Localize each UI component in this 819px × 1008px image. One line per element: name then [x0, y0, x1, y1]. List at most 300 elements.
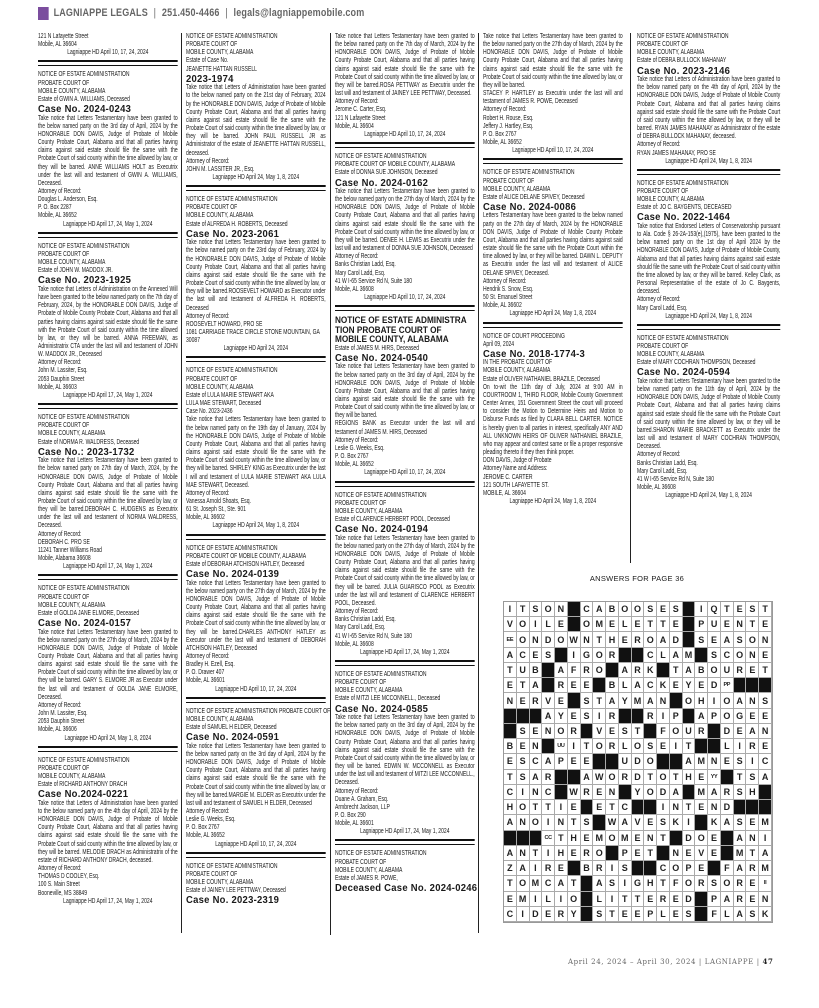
- crossword-cell: R: [581, 846, 594, 861]
- legal-notice: [483, 31, 623, 156]
- notice-body: REGIONS BANK as Executor under the last will and testament of JAMES M. HIRS, Deceased: [335, 420, 475, 436]
- crossword-cell: M: [683, 648, 696, 663]
- column-divider: [330, 33, 331, 935]
- notice-line: Mobile, AL 36652: [38, 212, 77, 220]
- notice-line: NOTICE OF ESTATE ADMINISTRATION: [38, 756, 130, 764]
- crossword-cell: W: [593, 770, 606, 785]
- black-square: [683, 709, 696, 724]
- black-square: [581, 892, 594, 907]
- crossword-cell: T: [721, 602, 734, 617]
- crossword-cell: N: [734, 617, 747, 632]
- crossword-cell: S: [734, 632, 747, 647]
- notice-line: Attorney of Record:: [637, 296, 681, 304]
- crossword-cell: P: [670, 709, 683, 724]
- crossword-cell: E: [568, 709, 581, 724]
- notice-line: MOBILE COUNTY, ALABAMA: [335, 687, 403, 695]
- crossword-cell: T: [746, 617, 759, 632]
- black-square: [619, 709, 632, 724]
- footer-separator: |: [698, 958, 702, 966]
- crossword-cell: C: [644, 678, 657, 693]
- black-square: [683, 617, 696, 632]
- crossword-cell: E: [644, 815, 657, 830]
- publication-run: Lagniappe HD April 17, 24, May 1, 2024: [63, 897, 153, 905]
- crossword-cell: O: [695, 831, 708, 846]
- notice-divider: [335, 660, 475, 666]
- crossword-cell: E: [670, 907, 683, 922]
- notice-line: Attorney of Record:: [186, 652, 230, 660]
- notice-line: ROOSEVELT HOWARD, PRO SE: [186, 320, 263, 328]
- crossword-cell: B: [606, 678, 619, 693]
- crossword-cell: O: [746, 632, 759, 647]
- crossword-cell: R: [632, 632, 645, 647]
- notice-line: MOBILE COUNTY, ALABAMA: [186, 879, 254, 887]
- crossword-cell: M: [734, 846, 747, 861]
- notice-line: MOBILE COUNTY, ALABAMA: [637, 49, 705, 57]
- crossword-cell: N: [759, 892, 772, 907]
- crossword-cell: I: [606, 892, 619, 907]
- crossword-cell: A: [734, 693, 747, 708]
- crossword-cell: I: [606, 861, 619, 876]
- publication-run: Lagniappe HD April 24, May 1, 8, 2024: [509, 310, 597, 318]
- black-square: [632, 709, 645, 724]
- crossword-cell: U: [721, 663, 734, 678]
- crossword-cell: A: [504, 648, 517, 663]
- crossword-cell: O: [632, 602, 645, 617]
- crossword-cell: E: [759, 739, 772, 754]
- page-header: [38, 6, 364, 20]
- crossword-cell: R: [746, 861, 759, 876]
- crossword-cell: R: [542, 770, 555, 785]
- legal-notice: [186, 365, 326, 531]
- notice-line: NOTICE OF ESTATE ADMINISTRATION: [335, 671, 427, 678]
- crossword-cell: E: [746, 709, 759, 724]
- notice-line: PROBATE COURT OF: [637, 343, 689, 350]
- publication-run: Lagniappe HD April 24, May 1, 8, 2024: [212, 522, 300, 530]
- crossword-cell: I: [504, 602, 517, 617]
- crossword-cell: L: [657, 648, 670, 663]
- case-number: Case No. 2023-2146: [637, 64, 731, 77]
- crossword-cell: E: [593, 785, 606, 800]
- column-divider: [478, 33, 479, 933]
- crossword-cell: I: [568, 648, 581, 663]
- crossword-cell: I: [530, 617, 543, 632]
- notice-line: NOTICE OF ESTATE ADMINISTRATION: [186, 367, 278, 375]
- crossword-cell: V: [504, 617, 517, 632]
- publication-run: Lagniappe HD April 10, 17, 24, 2024: [512, 147, 594, 155]
- notice-line: John M. Lassiter, Esq.: [38, 710, 88, 718]
- notice-line: PROBATE COURT OF: [483, 177, 535, 185]
- crossword-cell: O: [670, 724, 683, 739]
- crossword-cell: E: [683, 846, 696, 861]
- legal-notice: [186, 31, 326, 183]
- crossword-cell: N: [530, 739, 543, 754]
- notice-line: Attorney of Record:: [483, 106, 527, 114]
- crossword-cell: PP: [721, 678, 734, 693]
- crossword-cell: D: [683, 892, 696, 907]
- publication-run: Lagniappe HD April 17, 24, May 1, 2024: [360, 828, 450, 836]
- notice-line: 121 N Lafayette Street: [38, 33, 89, 40]
- crossword-cell: A: [530, 770, 543, 785]
- notice-line: Case No. 2023-2436: [186, 408, 233, 416]
- notice-line: P. O. Box 2767: [186, 824, 220, 832]
- notice-divider: [186, 534, 326, 540]
- crossword-cell: L: [542, 617, 555, 632]
- crossword-cell: A: [542, 754, 555, 769]
- crossword-cell: O: [581, 617, 594, 632]
- case-number: Case No. 2024-0157: [38, 617, 132, 630]
- notice-line: Estate of LULA MARIE STEWART AKA: [186, 391, 274, 399]
- crossword-cell: S: [708, 876, 721, 891]
- notice-line: Mobile, AL 36601: [335, 820, 374, 828]
- crossword-cell: S: [708, 648, 721, 663]
- crossword-cell: Y: [683, 678, 696, 693]
- crossword-cell: T: [542, 800, 555, 815]
- notice-line: 2053 Dauphin Street: [38, 375, 85, 383]
- notice-divider: [637, 169, 780, 175]
- crossword-cell: II: [759, 876, 772, 891]
- crossword-cell: T: [644, 770, 657, 785]
- notice-line: Mary Carol Ladd, Esq.: [637, 304, 688, 312]
- notice-line: Estate of DONNA SUE JOHNSON, Deceased: [335, 169, 438, 177]
- legal-notice: [483, 167, 623, 319]
- crossword-cell: A: [721, 815, 734, 830]
- notice-line: Mobile, AL 36602: [186, 514, 225, 522]
- black-square: [657, 846, 670, 861]
- crossword-cell: O: [734, 648, 747, 663]
- crossword-cell: D: [683, 831, 696, 846]
- crossword-cell: S: [759, 693, 772, 708]
- crossword-cell: Q: [708, 602, 721, 617]
- notice-line: Bradley H. Ezell, Esq.: [186, 661, 235, 669]
- crossword-cell: S: [695, 632, 708, 647]
- black-square: [606, 663, 619, 678]
- crossword-cell: T: [593, 693, 606, 708]
- crossword-cell: E: [619, 907, 632, 922]
- black-square: [517, 831, 530, 846]
- black-square: [517, 709, 530, 724]
- black-square: [759, 785, 772, 800]
- crossword-cell: E: [746, 815, 759, 830]
- crossword-cell: Y: [568, 907, 581, 922]
- crossword-cell: E: [542, 907, 555, 922]
- black-square: [504, 709, 517, 724]
- case-number: Case No. 2024-0591: [186, 731, 280, 744]
- legal-notice: [186, 706, 331, 850]
- crossword-cell: A: [504, 815, 517, 830]
- crossword-cell: N: [606, 785, 619, 800]
- crossword-cell: N: [530, 785, 543, 800]
- crossword-cell: L: [657, 907, 670, 922]
- crossword-cell: V: [542, 693, 555, 708]
- crossword-cell: E: [657, 739, 670, 754]
- crossword-cell: M: [632, 693, 645, 708]
- notice-line: 50 St. Emanuel Street: [483, 294, 533, 302]
- notice-line: 41 W I-65 Service Rd N, Suite 180: [637, 475, 715, 483]
- crossword-answer-grid: [503, 601, 773, 923]
- black-square: [721, 846, 734, 861]
- crossword-cell: O: [517, 617, 530, 632]
- crossword-cell: R: [581, 785, 594, 800]
- crossword-cell: O: [657, 770, 670, 785]
- notice-line: Banks Christian Ladd, Esq.: [335, 616, 396, 624]
- notice-body: STACEY P. HARTLEY as Executrix under the last will and testament of JAMES R. POWE, Deceased: [483, 90, 623, 106]
- crossword-cell: I: [683, 815, 696, 830]
- legal-notice: [38, 31, 178, 58]
- notice-line: Mobile, Alabama 36608: [38, 555, 91, 563]
- crossword-cell: E: [695, 800, 708, 815]
- notice-line: NOTICE OF ESTATE ADMINISTRATION: [637, 179, 729, 187]
- notice-line: Attorney of Record:: [335, 253, 379, 261]
- black-square: [721, 831, 734, 846]
- notice-divider: [186, 852, 326, 858]
- crossword-cell: O: [593, 663, 606, 678]
- case-number: Case No. 2024-0594: [637, 366, 731, 379]
- notice-line: NOTICE OF ESTATE ADMINISTRATION: [637, 33, 729, 40]
- crossword-cell: O: [555, 632, 568, 647]
- notice-line: PROBATE COURT OF: [186, 375, 238, 383]
- crossword-cell: A: [619, 663, 632, 678]
- notice-divider: [38, 403, 178, 409]
- crossword-cell: T: [504, 770, 517, 785]
- crossword-cell: O: [721, 693, 734, 708]
- crossword-cell: D: [542, 632, 555, 647]
- notice-line: Estate of CLARENCE HERBERT POOL, Deceased: [335, 516, 450, 523]
- crossword-cell: M: [619, 831, 632, 846]
- crossword-cell: C: [517, 648, 530, 663]
- legal-notice: [38, 69, 178, 229]
- crossword-cell: O: [593, 648, 606, 663]
- notice-line: MOBILE, AL 36604: [483, 489, 526, 497]
- crossword-cell: N: [746, 693, 759, 708]
- crossword-cell: T: [734, 770, 747, 785]
- crossword-cell: A: [555, 663, 568, 678]
- legal-notice: [186, 194, 326, 354]
- crossword-cell: M: [695, 785, 708, 800]
- notice-divider: [637, 324, 780, 330]
- case-number: Case No.2024-0221: [38, 788, 129, 801]
- notice-line: PROBATE COURT OF: [186, 204, 238, 212]
- crossword-cell: E: [606, 724, 619, 739]
- case-number: Case No. 2024-0585: [335, 702, 429, 715]
- crossword-cell: R: [644, 709, 657, 724]
- crossword-cell: M: [759, 815, 772, 830]
- publication-run: Lagniappe HD April 24, 2024: [223, 345, 289, 353]
- notice-line: Mobile, AL 36652: [483, 139, 522, 147]
- notice-line: Hendrik S. Snow, Esq.: [483, 285, 534, 293]
- crossword-cell: P: [555, 754, 568, 769]
- crossword-cell: W: [606, 815, 619, 830]
- notice-line: PROBATE COURT OF: [335, 499, 387, 507]
- crossword-cell: K: [644, 663, 657, 678]
- crossword-cell: M: [593, 617, 606, 632]
- crossword-cell: E: [632, 907, 645, 922]
- notice-line: MOBILE COUNTY, ALABAMA: [38, 430, 106, 438]
- section-title: LAGNIAPPE LEGALS: [53, 7, 148, 19]
- black-square: [708, 739, 721, 754]
- black-square: [619, 785, 632, 800]
- crossword-cell: A: [517, 861, 530, 876]
- crossword-cell: E: [695, 678, 708, 693]
- crossword-cell: O: [644, 785, 657, 800]
- notice-line: NOTICE OF ESTATE ADMINISTRATION: [38, 71, 130, 79]
- crossword-cell: I: [542, 815, 555, 830]
- black-square: [504, 724, 517, 739]
- publication-run: Lagniappe HD April 10, 17, 24, 2024: [364, 469, 446, 477]
- crossword-cell: S: [517, 770, 530, 785]
- crossword-cell: C: [581, 602, 594, 617]
- crossword-cell: S: [530, 602, 543, 617]
- header-phone: 251.450-4466: [161, 7, 220, 19]
- crossword-cell: O: [517, 632, 530, 647]
- notice-line: Estate of: JO C. BAYGENTS, DECEASED: [637, 204, 732, 212]
- notice-line: PROBATE COURT OF: [38, 764, 90, 772]
- crossword-cell: D: [708, 678, 721, 693]
- crossword-cell: E: [517, 739, 530, 754]
- legal-column-5: [637, 31, 780, 501]
- crossword-cell: T: [683, 739, 696, 754]
- crossword-cell: I: [670, 739, 683, 754]
- legal-column-3: [335, 31, 478, 895]
- crossword-cell: E: [555, 861, 568, 876]
- crossword-cell: I: [759, 831, 772, 846]
- crossword-cell: I: [734, 739, 747, 754]
- notice-line: RYAN JAMES MAHANAY, PRO SE: [637, 149, 716, 157]
- notice-line: NOTICE OF ESTATE ADMINISTRATION: [186, 862, 278, 870]
- notice-line: Attorney of Record:: [186, 312, 230, 320]
- crossword-cell: F: [670, 876, 683, 891]
- notice-body: Take notice that Letters Testamentary have been granted to the below named party on the 27th day of March, 2024 by the HONORABLE DON DAVIS, Judge of Probate of Mobile County Probate Court, Alabama and that all parties having claims against said estate should file the same with the Probate Court of said county within the time allowed by law, or they will be barred.CHARLES ANTHONY HATLEY as Executor under the last will and testament of DEBORAH ATCHISON HATLEY, Deceased: [186, 579, 326, 652]
- crossword-cell: E: [632, 846, 645, 861]
- notice-body: Take notice that Letters Testamentary have been granted to the below named party on the 3rd day of April, 2024 by the HONORABLE DON DAVIS, Judge of Probate of Mobile County Probate Court, Alabama and that all parties having claims against said estate should file the same with the Probate Court of said county within the time allowed by law, or they will be barred.MARGIE M. ELDER as Executrix under the last will and testament of SAMUEL H ELDER, Deceased: [186, 742, 326, 807]
- crossword-cell: I: [542, 846, 555, 861]
- crossword-cell: O: [606, 831, 619, 846]
- notice-divider: [335, 481, 475, 487]
- crossword-cell: N: [657, 693, 670, 708]
- crossword-cell: O: [721, 876, 734, 891]
- notice-line: NOTICE OF ESTATE ADMINISTRATION: [335, 850, 427, 858]
- crossword-cell: D: [657, 785, 670, 800]
- crossword-cell: T: [504, 663, 517, 678]
- notice-line: 100 S. Main Street: [38, 881, 80, 889]
- notice-body: Take notice that Letters Testamentary have been granted to the below named party on the 3rd day of April, 2024 by the HONORABLE DON DAVIS, Judge of Probate of Mobile County Probate Court, Alabama and that all parties having claims against said estate should file the same with the Probate Court of said county within the time allowed by law, or they will be barred. ANNE WILLIAMS HOLT as Executrix under the last will and testament of GWIN A. WILLIAMS, Deceased.: [38, 114, 178, 187]
- notice-line: NOTICE OF ESTATE ADMINISTRATION: [186, 33, 278, 40]
- crossword-cell: N: [670, 800, 683, 815]
- legal-column-1: [38, 31, 178, 907]
- publication-run: Lagniappe HD April 10, 17, 24, 2024: [364, 130, 446, 138]
- notice-line: Estate of JAMES R. POWE,: [335, 874, 398, 882]
- crossword-cell: K: [657, 678, 670, 693]
- black-square: [542, 739, 555, 754]
- crossword-cell: T: [759, 602, 772, 617]
- notice-line: Booneville, MS 38849: [38, 889, 88, 897]
- crossword-cell: K: [670, 815, 683, 830]
- crossword-cell: U: [619, 754, 632, 769]
- crossword-cell: R: [581, 663, 594, 678]
- crossword-cell: P: [708, 892, 721, 907]
- black-square: [734, 800, 747, 815]
- crossword-cell: U: [517, 663, 530, 678]
- crossword-cell: P: [695, 617, 708, 632]
- crossword-cell: H: [695, 693, 708, 708]
- legal-notice: [335, 669, 475, 837]
- notice-line: P. O. Box 2767: [335, 453, 369, 461]
- crossword-cell: A: [530, 678, 543, 693]
- crossword-cell: S: [581, 815, 594, 830]
- notice-line: NOTICE OF ESTATE ADMINISTRATION: [186, 544, 278, 552]
- notice-body: Take notice that Letters Testamentary have been granted to the below named party on the 27th day of March, 2024 by the HONORABLE DON DAVIS, Judge of Probate of Mobile County Probate Court, Alabama and that all parties having claims against said estate should file the same with the Probate Court of said county within the time allowed by law, or they will be barred.: [483, 33, 623, 89]
- header-email[interactable]: legals@lagniappemobile.com: [233, 7, 365, 19]
- crossword-cell: E: [644, 892, 657, 907]
- notice-line: P. O. Box 290: [335, 812, 366, 819]
- crossword-cell: E: [555, 617, 568, 632]
- crossword-cell: L: [721, 739, 734, 754]
- notice-line: MOBILE COUNTY, ALABAMA: [38, 601, 106, 609]
- crossword-cell: A: [504, 846, 517, 861]
- crossword-cell: T: [632, 892, 645, 907]
- black-square: [746, 678, 759, 693]
- crossword-cell: E: [695, 861, 708, 876]
- legal-column-4: [483, 31, 623, 507]
- notice-line: Attorney of Record:: [38, 701, 82, 709]
- black-square: [568, 693, 581, 708]
- crossword-cell: C: [542, 785, 555, 800]
- crossword-cell: S: [734, 754, 747, 769]
- notice-body: Take notice that Letters Testamentary have been granted to the below named party on the 27th day of March, 2024 by the HONORABLE DON DAVIS, Judge of Probate of Mobile County Probate Court, Alabama and that all parties having claims against said estate should file the same with the Probate Court of said county within the time allowed by law, or they will be barred. DENEE H. LEWIS as Executrix under the last will and testament of DONNA SUE JOHNSON, Deceased: [335, 188, 475, 253]
- crossword-cell: E: [517, 693, 530, 708]
- crossword-cell: S: [746, 602, 759, 617]
- crossword-cell: I: [593, 709, 606, 724]
- crossword-cell: M: [530, 876, 543, 891]
- crossword-cell: I: [530, 861, 543, 876]
- notice-divider: [335, 839, 475, 845]
- crossword-cell: L: [619, 678, 632, 693]
- notice-line: Mobile, AL 36602: [483, 302, 522, 310]
- crossword-cell: S: [619, 861, 632, 876]
- footer-separator: |: [756, 958, 760, 966]
- black-square: [746, 800, 759, 815]
- notice-body: Letters Testamentary have been granted to the below named party on the 27th day of March, 2024 by the HONORABLE DON DAVIS, Judge of Probate of Mobile County Probate Court, Alabama and that all parties having claims against said estate should file the same with the Probate Court within the time allowed by law, or they will be barred. DAWN L. DEPUTY as Executrix under the last will and testament of ALICE DELANE SPIVEY, Deceased.: [483, 212, 623, 277]
- crossword-cell: N: [670, 846, 683, 861]
- notice-body: Take notice that Letters Testamentary have been granted to the below named party on the 3rd day of April, 2024 by the HONORABLE DON DAVIS, Judge of Probate of Mobile County Probate Court, Alabama and that all parties having claims against said estate should file the same with the Probate Court of said county within the time allowed by law, or they will be barred. EDWIN W. MCCONNELL as Executor under the last will and testament of MITZI LEE MCCONNELL., Deceased.: [335, 714, 475, 787]
- publication-name: LAGNIAPPE: [704, 958, 754, 966]
- crossword-cell: T: [657, 876, 670, 891]
- crossword-cell: T: [657, 617, 670, 632]
- black-square: [657, 663, 670, 678]
- crossword-cell: S: [606, 876, 619, 891]
- crossword-cell: D: [670, 632, 683, 647]
- crossword-cell: S: [746, 907, 759, 922]
- crossword-cell: P: [708, 709, 721, 724]
- crossword-cell: A: [593, 876, 606, 891]
- crossword-cell: I: [530, 892, 543, 907]
- crossword-cell: E: [746, 663, 759, 678]
- notice-line: Mobile, AL 36608: [335, 285, 374, 293]
- crossword-cell: S: [593, 907, 606, 922]
- crossword-cell: T: [746, 846, 759, 861]
- notice-body: Take notice that Letters Testamentary have been granted to the below named party on the 27th day of March, 2024 by the HONORABLE DON DAVIS, Judge of Probate of Mobile County Probate Court, Alabama and that all parties having claims against said estate should file the same with the Probate Court of said county within the time allowed by law, or they will be barred. JULIA GUARISCO POOL as Executrix under the last will and testament of CLARENCE HERBERT POOL, Deceased.: [335, 534, 475, 607]
- crossword-cell: I: [568, 739, 581, 754]
- notice-line: MOBILE COUNTY, ALABAMA: [38, 773, 106, 781]
- crossword-cell: I: [746, 754, 759, 769]
- black-square: [683, 602, 696, 617]
- crossword-cell: T: [606, 907, 619, 922]
- black-square: [644, 724, 657, 739]
- notice-line: Attorney of Record:: [38, 865, 82, 873]
- crossword-cell: E: [708, 831, 721, 846]
- notice-line: Estate of MARY COCHRAN THOMPSON, Deceased: [637, 359, 756, 367]
- crossword-cell: R: [632, 663, 645, 678]
- crossword-cell: T: [657, 831, 670, 846]
